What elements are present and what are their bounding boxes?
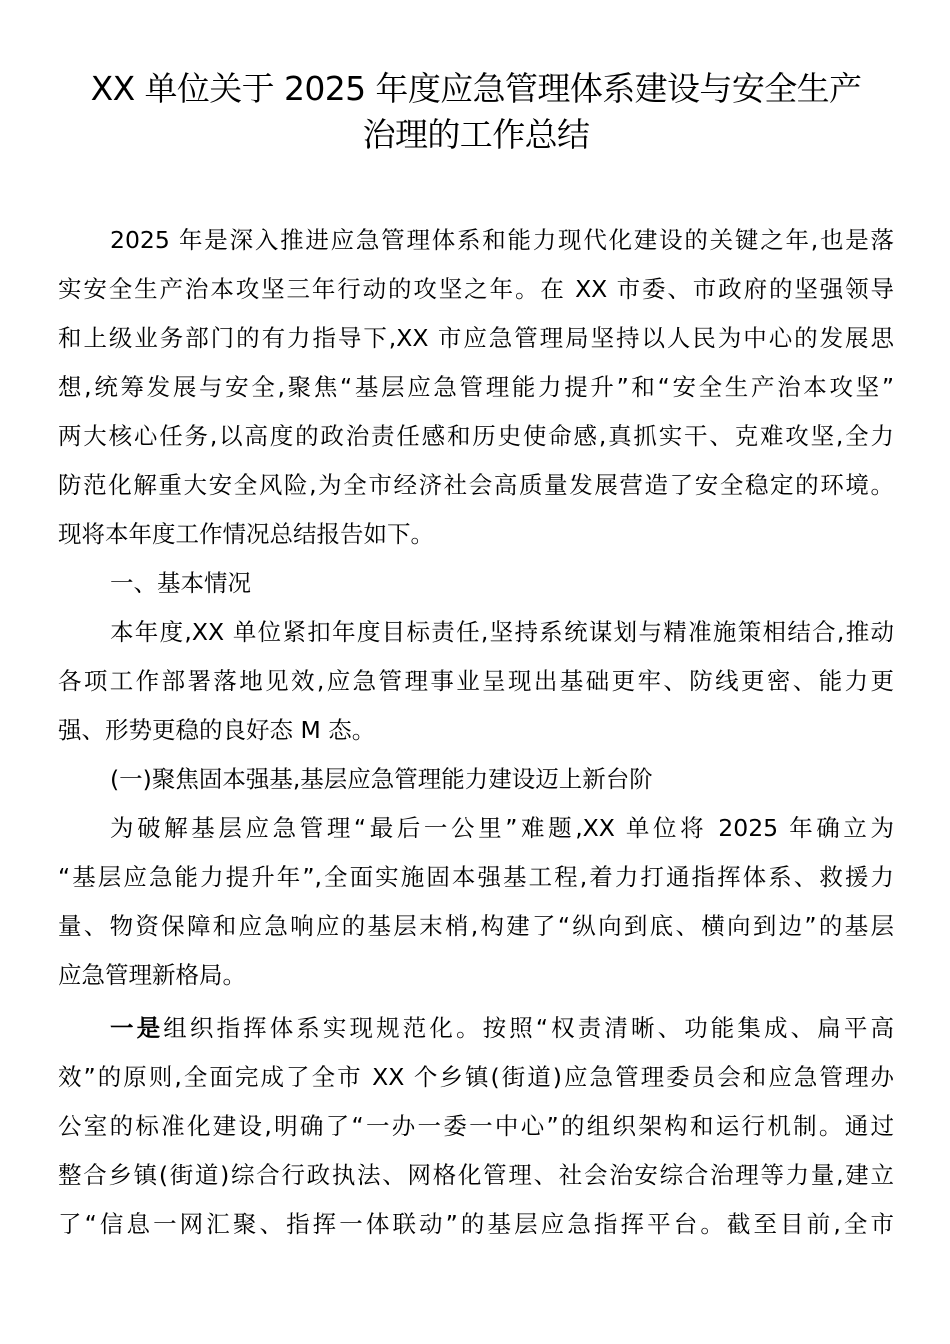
text-line: 防范化解重大安全风险,为全市经济社会高质量发展营造了安全稳定的环境。 xyxy=(58,471,894,499)
text-line: 了“信息一网汇聚、指挥一体联动”的基层应急指挥平台。截至目前,全市 xyxy=(58,1210,894,1238)
text-line: 和上级业务部门的有力指导下,XX 市应急管理局坚持以人民为中心的发展思 xyxy=(58,324,894,352)
lead-bold-text: 一是 xyxy=(110,1014,164,1042)
document-title xyxy=(58,66,894,158)
text-line: 本年度,XX 单位紧扣年度目标责任,坚持系统谋划与精准施策相结合,推动 xyxy=(110,618,894,646)
text-line: 效”的原则,全面完成了全市 XX 个乡镇(街道)应急管理委员会和应急管理办 xyxy=(58,1063,894,1091)
text-line: 应急管理新格局。 xyxy=(58,961,246,989)
text-line: “基层应急能力提升年”,全面实施固本强基工程,着力打通指挥体系、救援力 xyxy=(58,863,894,891)
subsection-heading-1: (一)聚焦固本强基,基层应急管理能力建设迈上新台阶 xyxy=(110,765,653,793)
document-body xyxy=(58,216,894,1249)
text-line: 两大核心任务,以高度的政治责任感和历史使命感,真抓实干、克难攻坚,全力 xyxy=(58,422,894,450)
paragraph-point-one xyxy=(58,1004,894,1249)
title-line-2: 治理的工作总结 xyxy=(362,115,590,154)
text-line-rest: 组织指挥体系实现规范化。按照“权责清晰、功能集成、扁平高 xyxy=(163,1014,894,1042)
text-line: 量、物资保障和应急响应的基层末梢,构建了“纵向到底、横向到边”的基层 xyxy=(58,912,894,940)
text-line: 想,统筹发展与安全,聚焦“基层应急管理能力提升”和“安全生产治本攻坚” xyxy=(58,373,894,401)
text-line: 整合乡镇(街道)综合行政执法、网格化管理、社会治安综合治理等力量,建立 xyxy=(58,1161,894,1189)
text-line xyxy=(58,1004,894,1053)
paragraph-overview xyxy=(58,608,894,755)
paragraph-last-mile xyxy=(58,804,894,1000)
text-line: 为破解基层应急管理“最后一公里”难题,XX 单位将 2025 年确立为 xyxy=(110,814,894,842)
text-line: 2025 年是深入推进应急管理体系和能力现代化建设的关键之年,也是落 xyxy=(110,226,894,254)
text-line: 各项工作部署落地见效,应急管理事业呈现出基础更牢、防线更密、能力更 xyxy=(58,667,894,695)
text-line: 现将本年度工作情况总结报告如下。 xyxy=(58,520,434,548)
text-line: 公室的标准化建设,明确了“一办一委一中心”的组织架构和运行机制。通过 xyxy=(58,1112,894,1140)
text-line: 实安全生产治本攻坚三年行动的攻坚之年。在 XX 市委、市政府的坚强领导 xyxy=(58,275,894,303)
section-heading-basic-situation: 一、基本情况 xyxy=(110,569,251,597)
text-line: 强、形势更稳的良好态 M 态。 xyxy=(58,716,376,744)
paragraph-intro xyxy=(58,216,894,559)
title-line-1: XX 单位关于 2025 年度应急管理体系建设与安全生产 xyxy=(90,69,862,108)
